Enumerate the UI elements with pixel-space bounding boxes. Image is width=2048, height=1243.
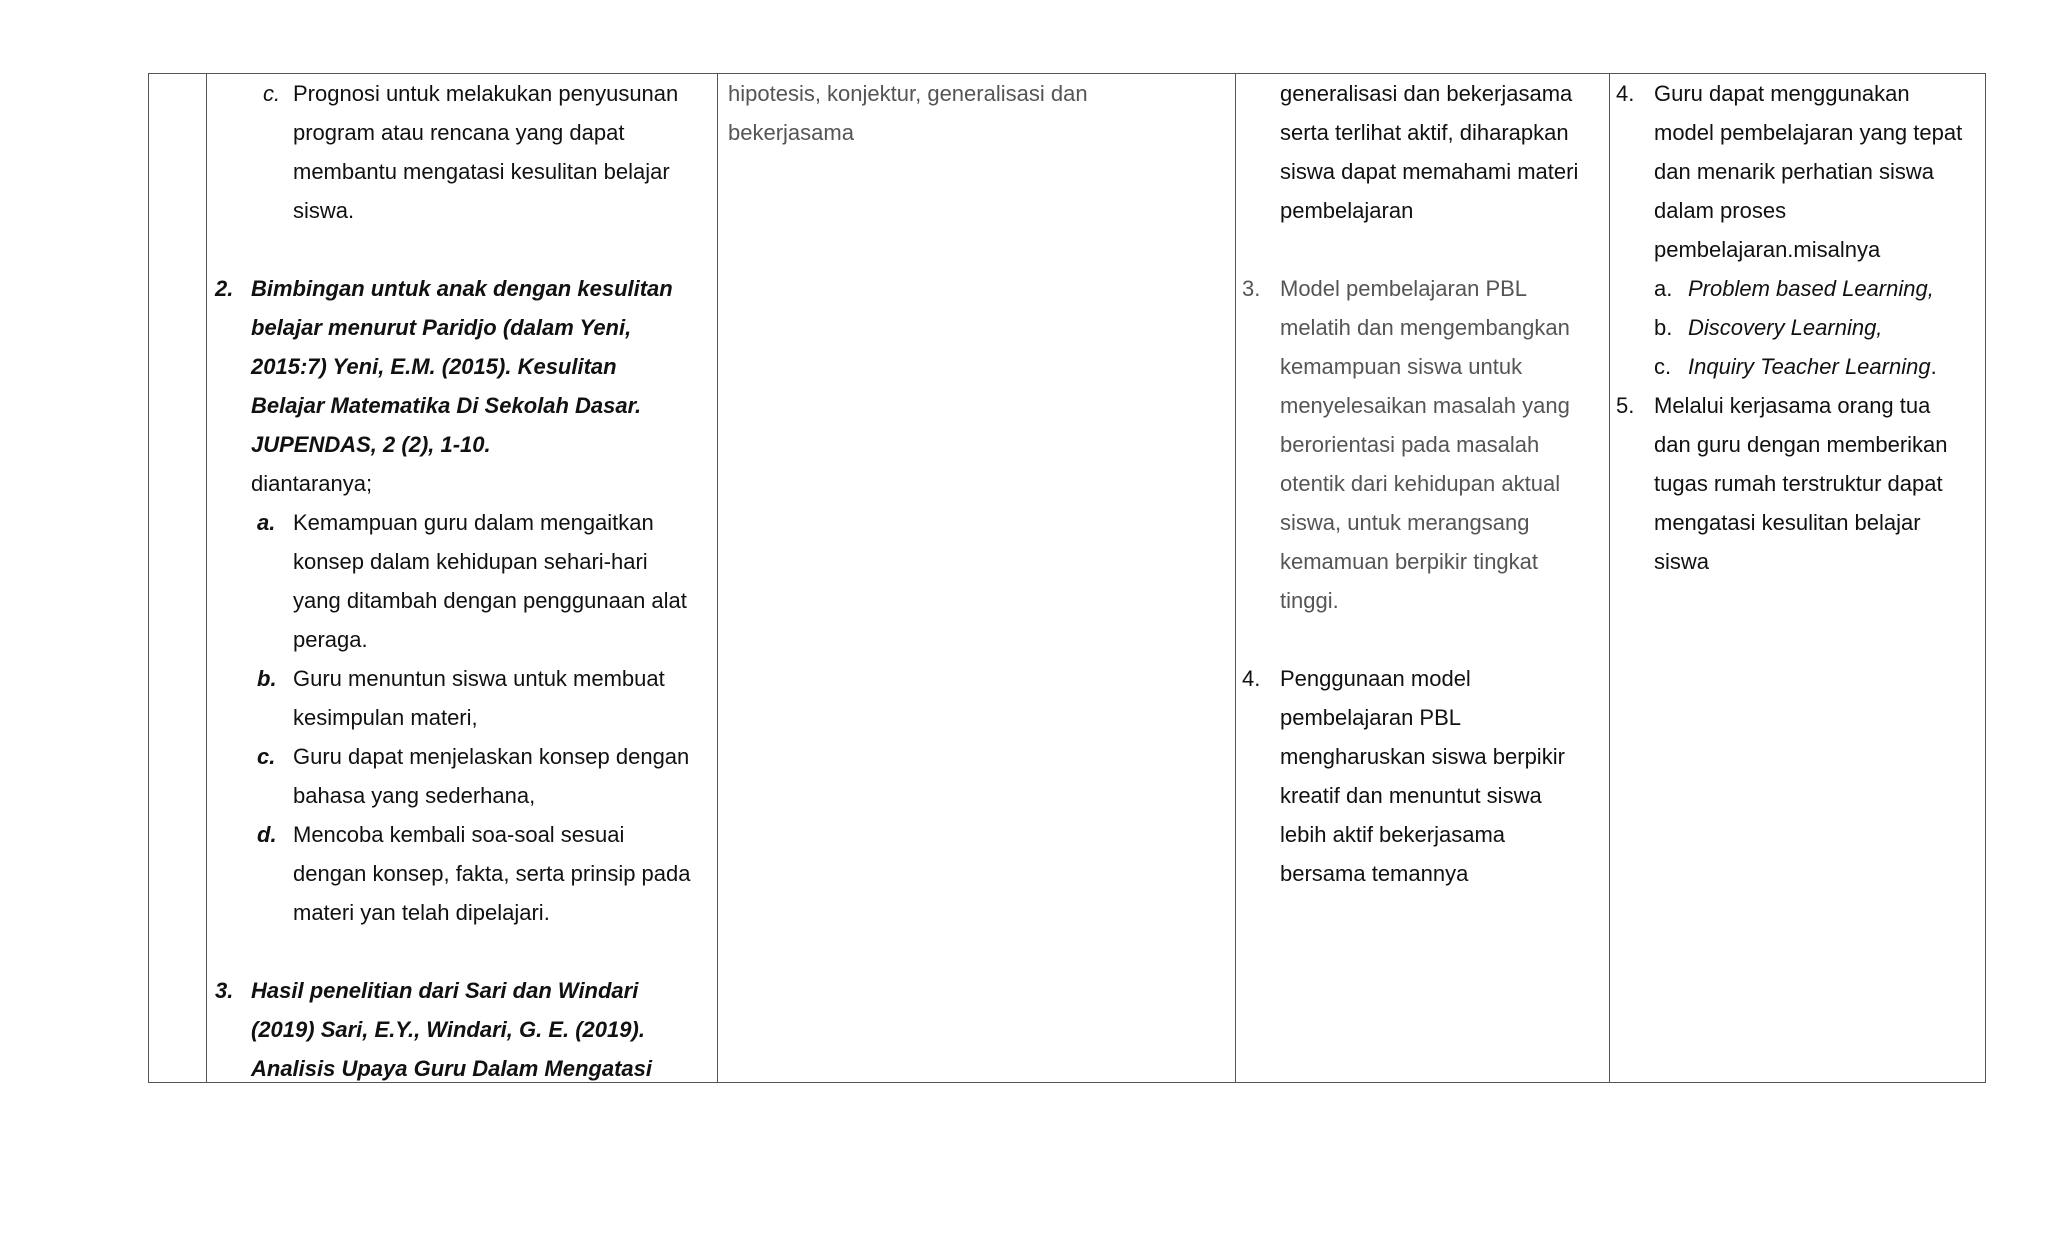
model-name: Discovery Learning, [1688,315,1883,340]
table-column-solutions [1610,74,1985,1082]
list-number: 3. [1242,276,1261,301]
list-marker: a. [1654,276,1673,301]
list-item-text: kemampuan siswa untuk [1280,354,1523,379]
list-number: 3. [215,978,234,1003]
list-item-text: Mencoba kembali soa-soal sesuai [293,822,625,847]
list-number: 2. [215,276,234,301]
list-marker: c. [263,81,281,106]
reference-heading: Hasil penelitian dari Sari dan Windari [251,978,639,1003]
list-number: 4. [1242,666,1261,691]
list-item-text: Model pembelajaran PBL [1280,276,1528,301]
list-item-text: Guru dapat menggunakan [1654,81,1910,106]
table-column-analysis [1236,74,1610,1082]
table-column-number [149,74,207,1082]
list-item-text: siswa, untuk merangsang [1280,510,1530,535]
intro-text: diantaranya; [251,471,373,496]
list-marker: a. [257,510,276,535]
list-item-text: berorientasi pada masalah [1280,432,1540,457]
model-name: Problem based Learning, [1688,276,1934,301]
list-item-text: dan guru dengan memberikan [1654,432,1948,457]
cell-text: hipotesis, konjektur, generalisasi dan [728,81,1088,106]
list-item-text: materi yan telah dipelajari. [293,900,550,925]
list-item-text: pembelajaran.misalnya [1654,237,1881,262]
content-table [148,73,1986,1083]
list-item-text: model pembelajaran yang tepat [1654,120,1963,145]
reference-heading: 2015:7) Yeni, E.M. (2015). Kesulitan [251,354,617,379]
list-number: 5. [1616,393,1635,418]
reference-heading: Bimbingan untuk anak dengan kesulitan [251,276,673,301]
reference-heading: Analisis Upaya Guru Dalam Mengatasi [251,1056,653,1081]
reference-heading: JUPENDAS, 2 (2), 1-10. [251,432,491,457]
list-item-text: Prognosi untuk melakukan penyusunan [293,81,679,106]
list-marker: c. [257,744,276,769]
list-item-text: melatih dan mengembangkan [1280,315,1570,340]
list-item-text: yang ditambah dengan penggunaan alat [293,588,687,613]
cell-text: siswa dapat memahami materi [1280,159,1579,184]
list-item-text: siswa. [293,198,355,223]
model-name: Inquiry Teacher Learning [1688,354,1931,379]
list-item-text: peraga. [293,627,368,652]
list-item-text: mengharuskan siswa berpikir [1280,744,1565,769]
list-item-text: konsep dalam kehidupan sehari-hari [293,549,648,574]
cell-text: generalisasi dan bekerjasama [1280,81,1573,106]
list-item-text: Kemampuan guru dalam mengaitkan [293,510,654,535]
list-item-text: pembelajaran PBL [1280,705,1462,730]
reference-heading: Belajar Matematika Di Sekolah Dasar. [251,393,642,418]
list-item-text: kemamuan berpikir tingkat [1280,549,1539,574]
list-item-text: mengatasi kesulitan belajar [1654,510,1921,535]
reference-heading: belajar menurut Paridjo (dalam Yeni, [251,315,632,340]
list-item-text: otentik dari kehidupan aktual [1280,471,1561,496]
table-column-indicators [718,74,1236,1082]
cell-text: serta terlihat aktif, diharapkan [1280,120,1569,145]
list-item-text: Penggunaan model [1280,666,1471,691]
list-item-text: Melalui kerjasama orang tua [1654,393,1931,418]
list-marker: d. [257,822,277,847]
list-item-text: dalam proses [1654,198,1787,223]
list-item-text: siswa [1654,549,1710,574]
punctuation: . [1930,354,1937,379]
list-marker: b. [257,666,277,691]
cell-text: pembelajaran [1280,198,1414,223]
reference-heading: (2019) Sari, E.Y., Windari, G. E. (2019). [251,1017,645,1042]
list-item-text: program atau rencana yang dapat [293,120,625,145]
list-item-text: menyelesaikan masalah yang [1280,393,1570,418]
list-item-text: kesimpulan materi, [293,705,478,730]
cell-text: bekerjasama [728,120,854,145]
list-item-text: Guru menuntun siswa untuk membuat [293,666,665,691]
list-number: 4. [1616,81,1635,106]
list-item-text: kreatif dan menuntut siswa [1280,783,1542,808]
list-item-text: tinggi. [1280,588,1339,613]
list-item-text: bersama temannya [1280,861,1469,886]
model-name-line [1688,347,1937,386]
list-item-text: Guru dapat menjelaskan konsep dengan [293,744,690,769]
list-item-text: membantu mengatasi kesulitan belajar [293,159,670,184]
list-item-text: bahasa yang sederhana, [293,783,536,808]
list-marker: b. [1654,315,1673,340]
table-column-guidance [207,74,718,1082]
list-item-text: dan menarik perhatian siswa [1654,159,1935,184]
list-item-text: lebih aktif bekerjasama [1280,822,1506,847]
list-marker: c. [1654,354,1672,379]
list-item-text: dengan konsep, fakta, serta prinsip pada [293,861,691,886]
list-item-text: tugas rumah terstruktur dapat [1654,471,1943,496]
